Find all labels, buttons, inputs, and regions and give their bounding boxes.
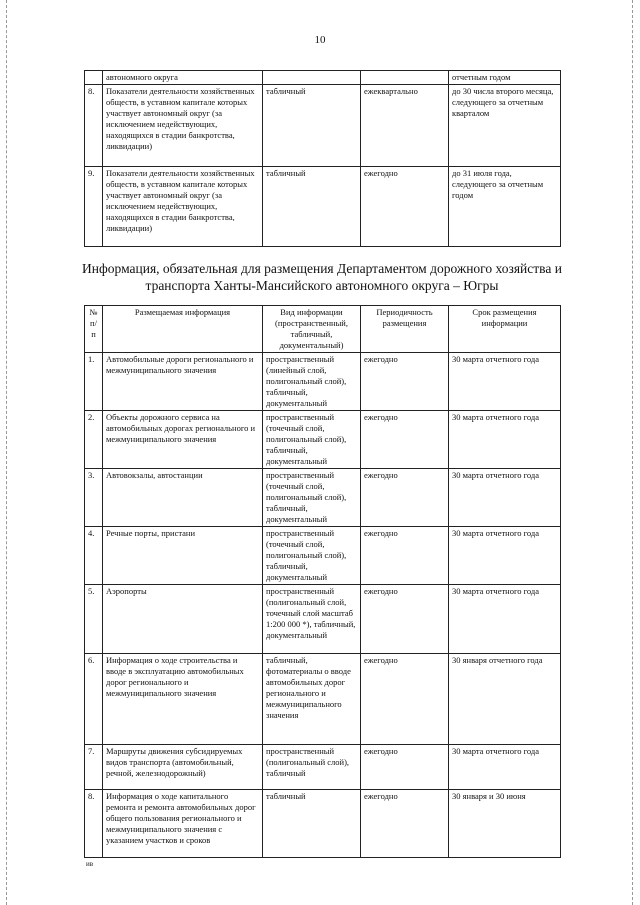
row-number: 6. [85,654,103,745]
row-deadline: отчетным годом [449,71,561,85]
row-type: пространственный (полигональный слой, точечный слой масштаб 1:200 000 *), табличный, документальный [263,585,361,654]
left-margin-line [6,0,7,905]
row-period [361,71,449,85]
row-type: табличный [263,167,361,247]
row-info: Информация о ходе капитального ремонта и ремонта автомобильных дорог общего пользования регионального и межмуниципального значения с указанием участков и сроков [103,790,263,858]
row-info: Показатели деятельности хозяйственных обществ, в уставном капитале которых участвует автономный округ (за исключением недействующих, находящихся в стадии банкротства, ликвидации) [103,167,263,247]
row-type: пространственный (линейный слой, полигональный слой), табличный, документальный [263,353,361,411]
row-period: ежегодно [361,411,449,469]
row-number: 7. [85,745,103,790]
row-type: табличный [263,85,361,167]
header-period: Периодичность размещения [361,306,449,353]
row-deadline: 30 января и 30 июня [449,790,561,858]
row-number: 2. [85,411,103,469]
row-number: 8. [85,790,103,858]
row-deadline: 30 марта отчетного года [449,527,561,585]
table-row [85,469,561,527]
row-type: пространственный (точечный слой, полигональный слой), табличный, документальный [263,527,361,585]
header-info: Размещаемая информация [103,306,263,353]
row-deadline: 30 января отчетного года [449,654,561,745]
row-period: ежегодно [361,167,449,247]
row-deadline: до 31 июля года, следующего за отчетным годом [449,167,561,247]
row-deadline: 30 марта отчетного года [449,745,561,790]
row-type: табличный, фотоматериалы о вводе автомобильных дорог регионального и межмуниципального значения [263,654,361,745]
table-row [85,790,561,858]
header-num: № п/п [85,306,103,353]
table-row [85,167,561,247]
row-info: Речные порты, пристани [103,527,263,585]
row-number: 5. [85,585,103,654]
row-period: ежегодно [361,469,449,527]
row-period: ежегодно [361,585,449,654]
table-row [85,585,561,654]
row-type [263,71,361,85]
table-header-row [85,306,561,353]
table-row [85,654,561,745]
row-info: Маршруты движения субсидируемых видов транспорта (автомобильный, речной, железнодорожный) [103,745,263,790]
row-info: Показатели деятельности хозяйственных обществ, в уставном капитале которых участвует автономный округ (за исключением недействующих, находящихся в стадии банкротства, ликвидации) [103,85,263,167]
row-info: Объекты дорожного сервиса на автомобильных дорогах регионального и межмуниципального значения [103,411,263,469]
row-type: табличный [263,790,361,858]
table-row [85,71,561,85]
row-number: 9. [85,167,103,247]
row-number [85,71,103,85]
row-number: 4. [85,527,103,585]
row-period: ежегодно [361,745,449,790]
row-number: 3. [85,469,103,527]
footer-mark: ив [86,860,94,868]
row-period: ежегодно [361,654,449,745]
table-row [85,85,561,167]
row-type: пространственный (точечный слой, полигональный слой), табличный, документальный [263,469,361,527]
header-type: Вид информации (пространственный, табличный, документальный) [263,306,361,353]
row-deadline: 30 марта отчетного года [449,585,561,654]
header-deadline: Срок размещения информации [449,306,561,353]
table-row [85,745,561,790]
row-info: Аэропорты [103,585,263,654]
table-row [85,353,561,411]
row-period: ежегодно [361,353,449,411]
row-type: пространственный (полигональный слой), табличный [263,745,361,790]
info-table [84,305,561,858]
row-period: ежеквартально [361,85,449,167]
row-deadline: 30 марта отчетного года [449,353,561,411]
row-type: пространственный (точечный слой, полигональный слой), табличный, документальный [263,411,361,469]
right-margin-line [632,0,633,905]
row-number: 1. [85,353,103,411]
row-info: Информация о ходе строительства и вводе в эксплуатацию автомобильных дорог регионального и межмуниципального значения [103,654,263,745]
row-info: автономного округа [103,71,263,85]
table-row [85,527,561,585]
row-period: ежегодно [361,790,449,858]
row-number: 8. [85,85,103,167]
row-deadline: 30 марта отчетного года [449,469,561,527]
page-number: 10 [314,34,326,46]
table-row [85,411,561,469]
table-continued [84,70,561,247]
row-info: Автомобильные дороги регионального и межмуниципального значения [103,353,263,411]
row-period: ежегодно [361,527,449,585]
row-info: Автовокзалы, автостанции [103,469,263,527]
row-deadline: 30 марта отчетного года [449,411,561,469]
row-deadline: до 30 числа второго месяца, следующего за отчетным кварталом [449,85,561,167]
section-heading: Информация, обязательная для размещения Департаментом дорожного хозяйства и транспорта Ханты-Мансийского автономного округа – Югры [82,261,562,293]
